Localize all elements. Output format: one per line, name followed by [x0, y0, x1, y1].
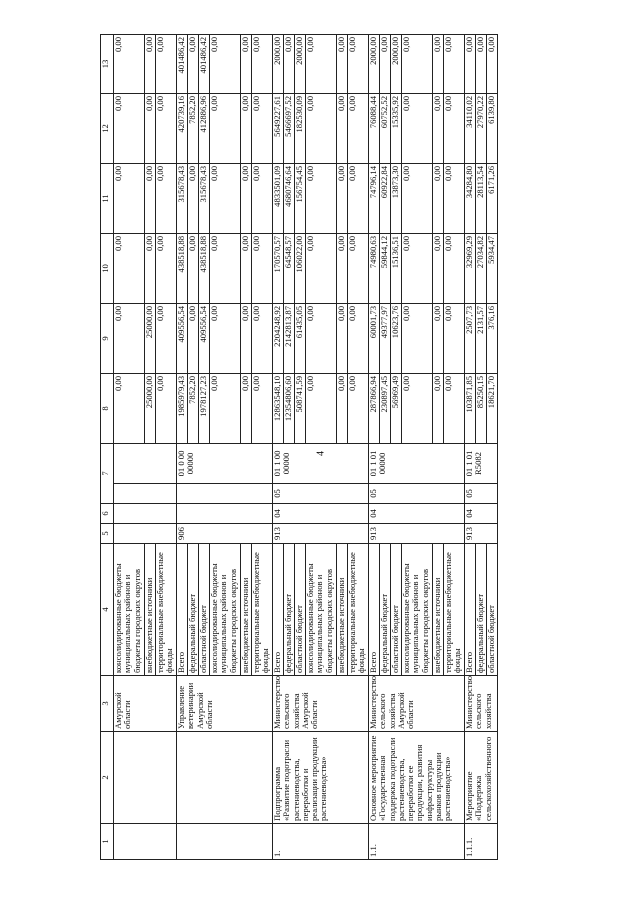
cell-source: Всего — [465, 544, 476, 676]
cell-value: 0,00 — [252, 233, 273, 303]
cell-value: 10623,76 — [391, 303, 402, 373]
cell-value: 0,00 — [348, 163, 369, 233]
cell-value: 0,00 — [188, 233, 199, 303]
cell-value: 4833501,09 — [273, 163, 284, 233]
cell-value: 0,00 — [156, 163, 177, 233]
cell-value: 0,00 — [402, 163, 433, 233]
cell-value: 0,00 — [156, 93, 177, 163]
cell-value: 0,00 — [145, 233, 156, 303]
cell-value: 2000,00 — [391, 34, 402, 93]
cell-value: 0,00 — [114, 34, 145, 93]
header-cell: 1 — [101, 824, 114, 860]
cell-csr — [114, 443, 177, 483]
cell-value: 0,00 — [284, 34, 295, 93]
cell-rz — [114, 504, 177, 524]
financing-table — [100, 34, 498, 860]
cell-source: областной бюджет — [199, 544, 210, 676]
cell-source: территориальные внебюджетные фонды — [252, 544, 273, 676]
cell-value: 0,00 — [114, 93, 145, 163]
table-row — [114, 34, 145, 859]
cell-value: 0,00 — [156, 373, 177, 443]
cell-value: 409556,54 — [199, 303, 210, 373]
cell-value: 401486,42 — [177, 34, 188, 93]
cell-value: 315678,43 — [199, 163, 210, 233]
header-row — [101, 34, 114, 859]
cell-value: 0,00 — [433, 163, 444, 233]
cell-value: 0,00 — [433, 93, 444, 163]
rotated-table-wrapper — [100, 36, 620, 860]
cell-name — [114, 732, 177, 824]
cell-value: 0,00 — [337, 163, 348, 233]
cell-value: 64548,57 — [284, 233, 295, 303]
cell-csr: 01 1 01 00000 — [369, 443, 465, 483]
cell-source: консолидированные бюджеты муниципальных районов и бюджеты городских округов — [114, 544, 145, 676]
cell-value: 0,00 — [252, 373, 273, 443]
header-cell: 2 — [101, 732, 114, 824]
cell-value: 12354806,60 — [284, 373, 295, 443]
cell-value: 0,00 — [210, 34, 241, 93]
cell-value: 7852,20 — [188, 373, 199, 443]
cell-value: 0,00 — [402, 93, 433, 163]
cell-value: 1978127,23 — [199, 373, 210, 443]
cell-value: 0,00 — [337, 34, 348, 93]
cell-source: внебюджетные источники — [337, 544, 348, 676]
cell-value: 0,00 — [252, 93, 273, 163]
cell-value: 1985979,43 — [177, 373, 188, 443]
cell-value: 0,00 — [402, 233, 433, 303]
cell-value: 0,00 — [114, 163, 145, 233]
cell-index: 1.1. — [369, 824, 465, 860]
cell-value: 0,00 — [444, 34, 465, 93]
cell-value: 76088,44 — [369, 93, 380, 163]
cell-value: 0,00 — [348, 373, 369, 443]
cell-value: 230897,45 — [380, 373, 391, 443]
cell-source: областной бюджет — [487, 544, 498, 676]
cell-pr: 05 — [273, 484, 369, 504]
cell-value: 2131,57 — [476, 303, 487, 373]
cell-value: 0,00 — [188, 303, 199, 373]
cell-name: Подпрограмма «Развитие подотрасли растениеводства, переработки и реализации продукции растениеводства» — [273, 732, 369, 824]
cell-value: 0,00 — [348, 34, 369, 93]
cell-value: 401486,42 — [199, 34, 210, 93]
cell-name: Мероприятие «Поддержка сельскохозяйственного — [465, 732, 498, 824]
cell-value: 61435,05 — [295, 303, 306, 373]
cell-grbs: 906 — [177, 524, 273, 544]
cell-value: 15335,92 — [391, 93, 402, 163]
header-cell: 6 — [101, 504, 114, 524]
table-row — [177, 34, 188, 859]
cell-value: 0,00 — [306, 233, 337, 303]
cell-value: 34110,02 — [465, 93, 476, 163]
cell-source: территориальные внебюджетные фонды — [444, 544, 465, 676]
cell-value: 0,00 — [444, 233, 465, 303]
cell-value: 0,00 — [114, 303, 145, 373]
cell-value: 0,00 — [241, 303, 252, 373]
cell-value: 13873,30 — [391, 163, 402, 233]
cell-value: 182530,09 — [295, 93, 306, 163]
cell-value: 0,00 — [241, 93, 252, 163]
cell-name: Основное мероприятие «Государственная поддержка подотрасли растениеводства, переработки ее продукции, развития инфраструктуры рынков продукции растениеводства» — [369, 732, 465, 824]
cell-value: 5466697,52 — [284, 93, 295, 163]
cell-value: 376,16 — [487, 303, 498, 373]
cell-value: 56969,49 — [391, 373, 402, 443]
cell-value: 6139,80 — [487, 93, 498, 163]
cell-grbs: 913 — [369, 524, 465, 544]
cell-value: 0,00 — [348, 93, 369, 163]
header-cell: 12 — [101, 93, 114, 163]
cell-value: 15136,51 — [391, 233, 402, 303]
cell-value: 409556,54 — [177, 303, 188, 373]
header-cell: 13 — [101, 34, 114, 93]
cell-csr: 01 1 00 00000 — [273, 443, 369, 483]
cell-value: 60922,84 — [380, 163, 391, 233]
cell-csr: 01 0 00 00000 — [177, 443, 273, 483]
cell-value: 0,00 — [402, 373, 433, 443]
cell-value: 4680746,64 — [284, 163, 295, 233]
cell-rz: 04 — [273, 504, 369, 524]
cell-executor: Министерство сельского хозяйства Амурской области — [273, 676, 369, 732]
cell-value: 0,00 — [156, 303, 177, 373]
cell-value: 2507,73 — [465, 303, 476, 373]
cell-value: 0,00 — [114, 233, 145, 303]
cell-value: 85250,15 — [476, 373, 487, 443]
cell-value: 0,00 — [444, 303, 465, 373]
cell-value: 0,00 — [252, 163, 273, 233]
cell-source: внебюджетные источники — [241, 544, 252, 676]
cell-value: 0,00 — [380, 34, 391, 93]
header-cell: 8 — [101, 373, 114, 443]
cell-value: 0,00 — [348, 233, 369, 303]
cell-value: 60001,73 — [369, 303, 380, 373]
cell-value: 0,00 — [145, 34, 156, 93]
cell-value: 2142813,87 — [284, 303, 295, 373]
cell-index: 1. — [273, 824, 369, 860]
header-cell: 7 — [101, 443, 114, 503]
header-cell: 5 — [101, 524, 114, 544]
cell-value: 0,00 — [487, 34, 498, 93]
cell-executor: Амурской области — [114, 676, 177, 732]
table-row — [465, 34, 476, 859]
cell-value: 170570,57 — [273, 233, 284, 303]
cell-value: 0,00 — [306, 163, 337, 233]
cell-source: территориальные внебюджетные фонды — [156, 544, 177, 676]
cell-value: 6171,26 — [487, 163, 498, 233]
cell-source: федеральный бюджет — [476, 544, 487, 676]
cell-value: 0,00 — [444, 373, 465, 443]
cell-value: 60752,52 — [380, 93, 391, 163]
cell-value: 0,00 — [188, 163, 199, 233]
cell-value: 412886,96 — [199, 93, 210, 163]
cell-value: 0,00 — [306, 373, 337, 443]
page-number: 4 — [315, 451, 327, 456]
cell-source: областной бюджет — [391, 544, 402, 676]
cell-value: 0,00 — [210, 233, 241, 303]
rotated-sheet — [100, 36, 620, 860]
cell-value: 156754,45 — [295, 163, 306, 233]
cell-value: 12863548,10 — [273, 373, 284, 443]
cell-value: 0,00 — [444, 93, 465, 163]
cell-value: 0,00 — [241, 163, 252, 233]
cell-executor: Управление ветеринарии Амурской области — [177, 676, 273, 732]
header-cell: 3 — [101, 676, 114, 732]
cell-source: внебюджетные источники — [145, 544, 156, 676]
cell-source: федеральный бюджет — [284, 544, 295, 676]
cell-pr: 05 — [465, 484, 498, 504]
cell-value: 438518,88 — [199, 233, 210, 303]
cell-csr: 01 1 01 R5082 — [465, 443, 498, 483]
table-body — [114, 34, 498, 859]
header-cell: 9 — [101, 303, 114, 373]
cell-value: 2000,00 — [273, 34, 284, 93]
cell-value: 287866,94 — [369, 373, 380, 443]
cell-value: 0,00 — [210, 373, 241, 443]
cell-value: 25000,00 — [145, 373, 156, 443]
cell-source: федеральный бюджет — [188, 544, 199, 676]
cell-value: 315678,43 — [177, 163, 188, 233]
cell-value: 0,00 — [241, 373, 252, 443]
cell-pr — [177, 484, 273, 504]
cell-rz: 04 — [369, 504, 465, 524]
cell-value: 438518,88 — [177, 233, 188, 303]
cell-executor: Министерство сельского хозяйства Амурской области — [369, 676, 465, 732]
cell-value: 5649227,61 — [273, 93, 284, 163]
cell-value: 2204248,92 — [273, 303, 284, 373]
cell-index — [114, 824, 177, 860]
cell-value: 106022,00 — [295, 233, 306, 303]
cell-value: 0,00 — [210, 163, 241, 233]
cell-source: областной бюджет — [295, 544, 306, 676]
cell-grbs: 913 — [273, 524, 369, 544]
cell-value: 0,00 — [145, 93, 156, 163]
cell-source: Всего — [369, 544, 380, 676]
header-cell: 11 — [101, 163, 114, 233]
cell-value: 0,00 — [337, 93, 348, 163]
cell-value: 0,00 — [306, 303, 337, 373]
cell-value: 0,00 — [210, 303, 241, 373]
cell-grbs: 913 — [465, 524, 498, 544]
cell-value: 0,00 — [433, 34, 444, 93]
cell-value: 27034,82 — [476, 233, 487, 303]
cell-source: территориальные внебюджетные фонды — [348, 544, 369, 676]
cell-value: 0,00 — [337, 303, 348, 373]
cell-value: 32969,29 — [465, 233, 476, 303]
cell-source: консолидированные бюджеты муниципальных районов и бюджеты городских округов — [210, 544, 241, 676]
cell-value: 74796,14 — [369, 163, 380, 233]
cell-rz — [177, 504, 273, 524]
cell-name — [177, 732, 273, 824]
table-row — [369, 34, 380, 859]
cell-value: 508741,59 — [295, 373, 306, 443]
cell-value: 25000,00 — [145, 303, 156, 373]
cell-value: 0,00 — [433, 233, 444, 303]
cell-value: 0,00 — [402, 303, 433, 373]
cell-pr: 05 — [369, 484, 465, 504]
cell-value: 59844,12 — [380, 233, 391, 303]
cell-rz: 04 — [465, 504, 498, 524]
cell-value: 0,00 — [337, 373, 348, 443]
cell-value: 0,00 — [348, 303, 369, 373]
cell-value: 28113,54 — [476, 163, 487, 233]
cell-value: 0,00 — [476, 34, 487, 93]
cell-value: 2000,00 — [295, 34, 306, 93]
cell-value: 0,00 — [252, 34, 273, 93]
cell-value: 0,00 — [241, 233, 252, 303]
cell-value: 18621,70 — [487, 373, 498, 443]
cell-value: 0,00 — [156, 233, 177, 303]
cell-pr — [114, 484, 177, 504]
cell-source: консолидированные бюджеты муниципальных районов и бюджеты городских округов — [306, 544, 337, 676]
cell-value: 0,00 — [306, 34, 337, 93]
cell-source: федеральный бюджет — [380, 544, 391, 676]
cell-value: 7852,20 — [188, 93, 199, 163]
cell-value: 0,00 — [433, 373, 444, 443]
cell-value: 0,00 — [188, 34, 199, 93]
cell-value: 0,00 — [402, 34, 433, 93]
cell-value: 103871,85 — [465, 373, 476, 443]
header-cell: 10 — [101, 233, 114, 303]
cell-value: 420739,16 — [177, 93, 188, 163]
cell-value: 0,00 — [210, 93, 241, 163]
cell-value: 0,00 — [114, 373, 145, 443]
cell-value: 5934,47 — [487, 233, 498, 303]
cell-source: консолидированные бюджеты муниципальных районов и бюджеты городских округов — [402, 544, 433, 676]
cell-value: 27970,22 — [476, 93, 487, 163]
cell-value: 0,00 — [306, 93, 337, 163]
table-row — [273, 34, 284, 859]
cell-value: 0,00 — [444, 163, 465, 233]
cell-value: 34284,80 — [465, 163, 476, 233]
cell-source: Всего — [177, 544, 188, 676]
cell-source: внебюджетные источники — [433, 544, 444, 676]
cell-value: 2000,00 — [369, 34, 380, 93]
cell-value: 74980,63 — [369, 233, 380, 303]
cell-executor: Министерство сельского хозяйства — [465, 676, 498, 732]
cell-index: 1.1.1. — [465, 824, 498, 860]
cell-value: 0,00 — [337, 233, 348, 303]
cell-value: 0,00 — [252, 303, 273, 373]
cell-index — [177, 824, 273, 860]
cell-value: 0,00 — [145, 163, 156, 233]
cell-source: Всего — [273, 544, 284, 676]
cell-value: 49377,97 — [380, 303, 391, 373]
cell-value: 0,00 — [156, 34, 177, 93]
header-cell: 4 — [101, 544, 114, 676]
cell-grbs — [114, 524, 177, 544]
cell-value: 0,00 — [433, 303, 444, 373]
cell-value: 0,00 — [241, 34, 252, 93]
cell-value: 0,00 — [465, 34, 476, 93]
